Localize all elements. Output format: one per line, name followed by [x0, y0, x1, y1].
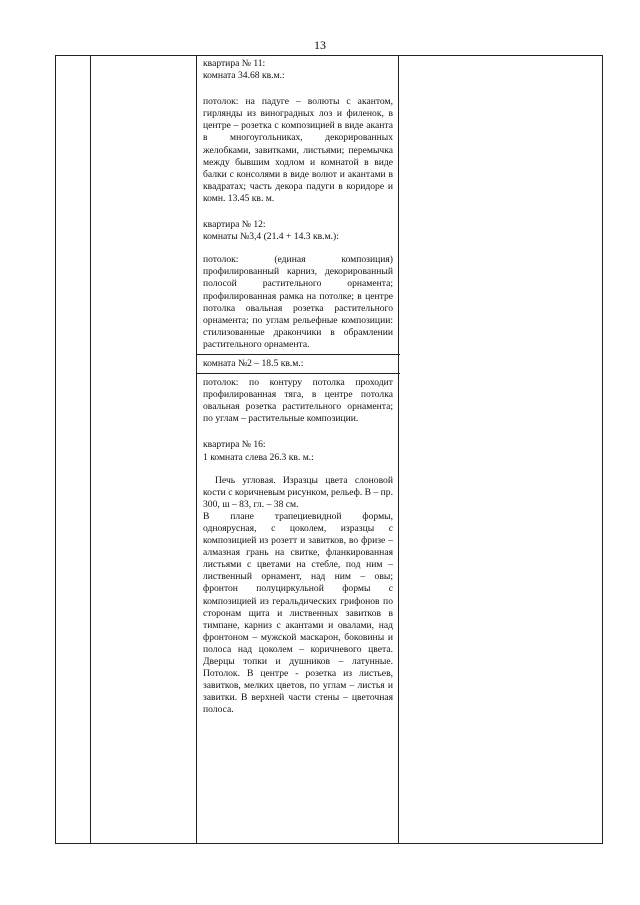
- apartment-12-room-2: комната №2 – 18.5 кв.м.:: [203, 357, 304, 369]
- apartment-12-title: квартира № 12:: [203, 219, 266, 231]
- apartment-16-description: В плане трапециевидной формы, одноярусная, с цоколем, изразцы с композицией из розетт и завитков, во фризе – алмазная грань на свитке, фланкированная листьями с цветами на стебле, под ним – лиственный орнамент, над ним – овы; фронтон полуциркульной формы с композицией из геральдических грифонов по сторонам щита и лиственных завитков в тимпане, карниз с акантами и овалами, над фронтоном – мужской маскарон, боковины и полоса над цоколем – коричневого цвета. Дверцы топки и душников – латунные. Потолок. В центре - розетка из листьев, завитков, мелких цветов, по углам – листья и завитки. В верхней части стены – цветочная полоса.: [203, 510, 393, 716]
- apartment-12-rooms: комнаты №3,4 (21.4 + 14.3 кв.м.):: [203, 231, 339, 243]
- description-cell: [203, 58, 393, 717]
- apartment-11-room: комната 34.68 кв.м.:: [203, 70, 285, 82]
- section-divider: [196, 354, 400, 355]
- apartment-11-title: квартира № 11:: [203, 58, 266, 69]
- apartment-16-stove: Печь угловая. Изразцы цвета слоновой кости с коричневым рисунком, рельеф. В – пр. 300, ш – 83, гл. – 38 см.: [203, 474, 393, 510]
- section-divider: [196, 373, 400, 374]
- apartment-16-room: 1 комната слева 26.3 кв. м.:: [203, 451, 314, 463]
- apartment-11-description: потолок: на падуге – волюты с акантом, гирлянды из виноградных лоз и филенок, в центре – розетка с композицией в виде аканта в многоугольниках, декорированных желобками, завитками, листьями; перемычка между бывшим ходлом и комнатой в виде балки с консолями в виде волют и акантами в квадратах; часть декора падуги в коридоре и комн. 13.45 кв. м.: [203, 96, 393, 204]
- apartment-12-room-2-description: потолок: по контуру потолка проходит профилированная тяга, в центре потолка овальная розетка растительного орнамента; по углам – растительные композиции.: [203, 377, 393, 425]
- column-divider-3: [398, 56, 399, 843]
- apartment-12-description: потолок: (единая композиция) профилированный карниз, декорированный полосой растительного орнамента; профилированная рамка на потолке; в центре потолка овальная розетка растительного орнамента; по углам рельефные композиции: стилизованные дракончики в обрамлении растительного орнамента.: [203, 254, 393, 350]
- column-divider-2: [196, 56, 197, 843]
- document-table: [55, 55, 603, 844]
- apartment-16-title: квартира № 16:: [203, 439, 266, 451]
- column-divider-1: [90, 56, 91, 843]
- page-number: 13: [314, 38, 326, 52]
